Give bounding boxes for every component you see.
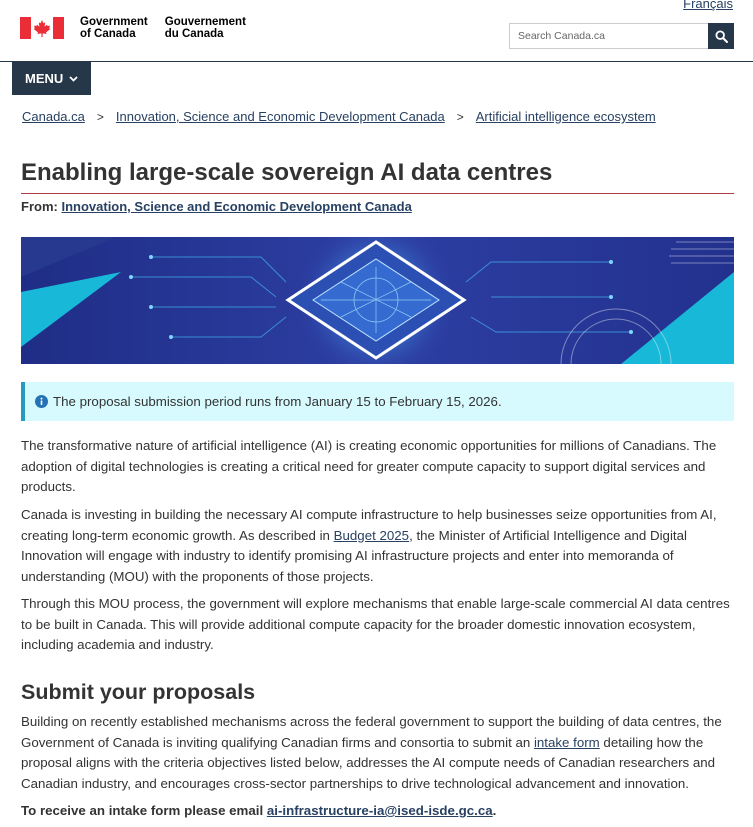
breadcrumb-link-canada[interactable]: Canada.ca [22,109,85,124]
breadcrumb [22,109,656,124]
breadcrumb-separator: > [96,109,104,124]
search-icon [715,30,728,43]
paragraph-text: detailing how the proposal aligns with the criteria objectives listed below, addresses the AI compute needs of Canadian researchers and Canadian industry, and encourages cross-sector partnerships to drive technological advancement and innovation. [21,734,716,791]
site-header [0,0,753,62]
paragraph-text: Building on recently established mechanisms across the federal government to support the building of data centres, the Government of Canada is inviting qualifying Canadian firms and consortia to submit an [21,714,722,750]
intake-email-link[interactable]: ai-infrastructure-ia@ised-isde.gc.ca [266,803,493,818]
breadcrumb-link-ised[interactable]: Innovation, Science and Economic Development Canada [115,109,445,124]
info-alert [21,382,734,421]
email-label: To receive an intake form please email [21,803,267,818]
paragraph-mou-process: Through this MOU process, the government will explore mechanisms that enable large-scale commercial AI data centres to be built in Canada. This will provide additional compute capacity for the broader domestic innovation ecosystem, including academia and industry. [21,596,730,652]
paragraph-text: Canada is investing in building the necessary AI compute infrastructure to help businesses seize opportunities from AI, creating long-term economic growth. As described in [21,507,717,543]
page-title: Enabling large-scale sovereign AI data centres [21,158,734,194]
menu-button[interactable] [12,62,91,95]
email-instruction [21,803,496,818]
alert-text: The proposal submission period runs from January 15 to February 15, 2026. [53,394,502,409]
from-department-link[interactable]: Innovation, Science and Economic Development Canada [61,199,412,214]
from-label: From: [21,199,58,214]
budget-2025-link[interactable]: Budget 2025 [333,527,410,543]
paragraph-proposals [21,712,734,794]
chevron-down-icon [69,76,78,82]
search-input[interactable]: Search Canada.ca [509,23,708,49]
paragraph-intro: The transformative nature of artificial intelligence (AI) is creating economic opportunities for millions of Canadians. The adoption of digital technologies is creating a critical need for greater compute capacity to support digital services and products. [21,438,717,494]
language-toggle-link[interactable]: Français [683,0,733,11]
search-button[interactable] [708,23,734,49]
paragraph-text: , the Minister of Artificial Intelligence and Digital Innovation will engage with industry to identify promising AI infrastructure projects and enter into memoranda of understanding (MOU) with the proponents of those projects. [21,527,687,584]
info-icon [35,395,48,408]
email-end: . [492,803,497,818]
breadcrumb-separator: > [456,109,464,124]
paragraph-investment [21,505,734,587]
intake-form-link[interactable]: intake form [533,734,600,750]
from-line [21,199,412,214]
breadcrumb-link-ai-ecosystem[interactable]: Artificial intelligence ecosystem [475,109,656,124]
menu-label: MENU [25,71,64,86]
ai-chip-banner-image [21,237,734,364]
signature-french: Gouvernement du Canada [164,16,246,40]
site-search [509,23,734,49]
section-heading-submit: Submit your proposals [21,680,256,704]
signature-english: Government of Canada [80,16,148,40]
government-signature[interactable] [20,16,263,40]
canada-flag-icon [20,17,64,39]
